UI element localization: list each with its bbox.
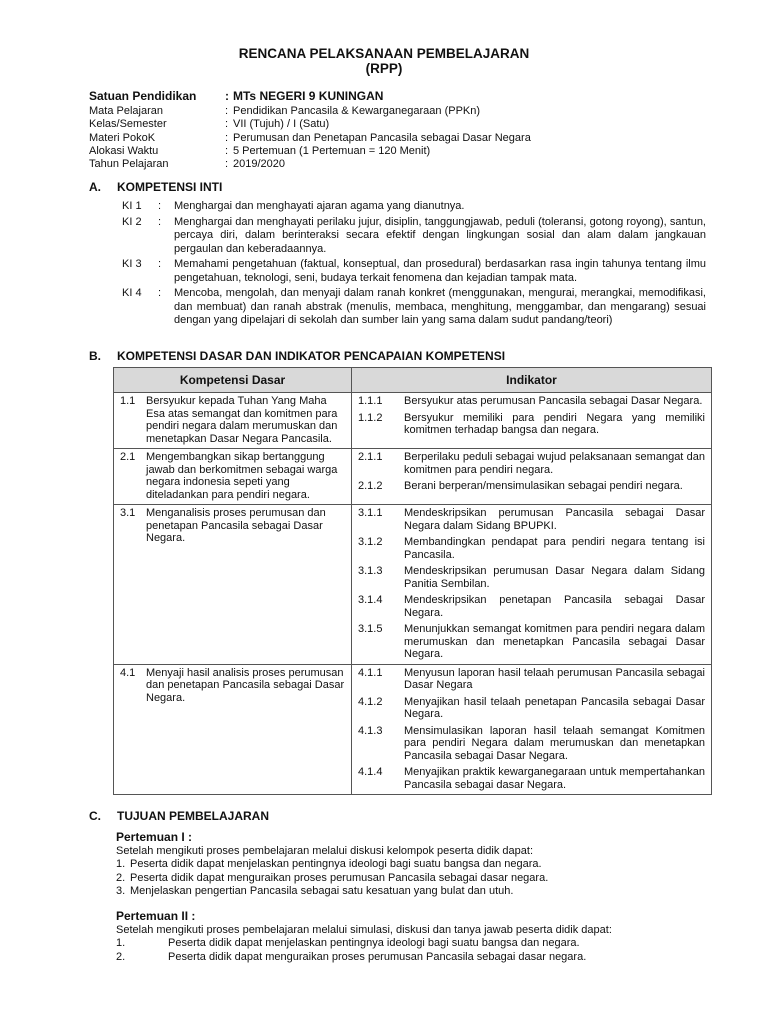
table-header-row (114, 368, 712, 393)
ki-text: Memahami pengetahuan (faktual, konseptual, dan prosedural) berdasarkan rasa ingin tahunya tentang ilmu pengetahuan, teknologi, seni, budaya terkait fenomena dan kejadian tampak mata. (174, 258, 706, 284)
identity-colon: : (225, 131, 229, 144)
section-title: KOMPETENSI INTI (117, 180, 223, 194)
indicator-cell (352, 449, 712, 505)
indicator-item (358, 451, 705, 476)
indicator-item (358, 594, 705, 619)
list-item (116, 858, 716, 872)
identity-row (89, 118, 709, 131)
item-text: Peserta didik dapat menjelaskan pentingnya ideologi bagi suatu bangsa dan negara. (130, 858, 542, 870)
ki-colon: : (158, 287, 162, 299)
indicator-item (358, 696, 705, 721)
table-row (114, 393, 712, 449)
identity-label: Kelas/Semester (89, 118, 167, 131)
indicator-number: 2.1.2 (358, 480, 383, 492)
list-item (116, 885, 716, 899)
kd-number: 1.1 (120, 395, 136, 407)
identity-row (89, 158, 709, 171)
table-row (114, 505, 712, 665)
table-row (114, 449, 712, 505)
kd-text: Menganalisis proses perumusan dan penetapan Pancasila sebagai Dasar Negara. (146, 507, 326, 544)
indicator-item (358, 623, 705, 661)
indicator-text: Menyajikan hasil telaah penetapan Pancasila sebagai Dasar Negara. (404, 695, 705, 720)
indicator-cell (352, 664, 712, 795)
ki-code: KI 1 (122, 200, 142, 212)
indicator-item (358, 412, 705, 437)
table-row (114, 664, 712, 795)
indicator-number: 3.1.3 (358, 565, 383, 577)
item-number: 2. (116, 950, 126, 963)
ki-code: KI 4 (122, 287, 142, 299)
identity-colon: : (225, 118, 229, 131)
indicator-number: 4.1.1 (358, 666, 383, 679)
list-item (122, 287, 706, 328)
item-text: Peserta didik dapat menjelaskan pentingnya ideologi bagi suatu bangsa dan negara. (168, 937, 580, 949)
identity-colon: : (225, 89, 229, 103)
indicator-number: 2.1.1 (358, 451, 383, 463)
ki-colon: : (158, 200, 162, 212)
document-title: RENCANA PELAKSANAAN PEMBELAJARAN (238, 46, 530, 61)
meeting-heading: Pertemuan II : (116, 909, 196, 923)
list-item (116, 872, 716, 886)
indicator-item (358, 507, 705, 532)
kd-number: 4.1 (120, 666, 136, 679)
kd-text: Mengembangkan sikap bertanggung jawab dan berkomitmen sebagai warga negara indonesia sepeti yang diteladankan para pendiri negara. (146, 451, 338, 501)
list-item (122, 200, 706, 214)
item-text: Menjelaskan pengertian Pancasila sebagai satu kesatuan yang bulat dan utuh. (130, 885, 514, 897)
identity-label: Mata Pelajaran (89, 105, 163, 117)
list-item (116, 937, 716, 951)
indicator-item (358, 565, 705, 590)
indicator-text: Membandingkan pendapat para pendiri negara tentang isi Pancasila. (404, 536, 705, 561)
indicator-number: 4.1.4 (358, 766, 383, 778)
indicator-number: 3.1.5 (358, 623, 383, 635)
kd-text: Menyaji hasil analisis proses perumusan dan penetapan Pancasila sebagai Dasar Negara. (146, 666, 345, 704)
ki-text: Menghargai dan menghayati perilaku jujur, disiplin, tanggungjawab, peduli (toleransi, gotong royong), santun, percaya diri, dalam berinteraksi secara efektif dengan lingkungan sosial dan alam dalam jangkauan pergaulan dan keberadaannya. (174, 215, 706, 255)
ki-text: Mencoba, mengolah, dan menyaji dalam ranah konkret (menggunakan, mengurai, merangkai, memodifikasi, dan membuat) dan ranah abstrak (menulis, membaca, menghitung, menggambar, dan mengarang) sesuai dengan yang dipelajari di sekolah dan sumber lain yang sama dalam sudut pandang/teori) (174, 287, 706, 326)
list-item (116, 951, 716, 965)
kd-cell (114, 505, 352, 665)
indicator-text: Bersyukur atas perumusan Pancasila sebagai Dasar Negara. (404, 395, 703, 407)
identity-value: Perumusan dan Penetapan Pancasila sebagai Dasar Negara (233, 131, 531, 144)
identity-colon: : (225, 158, 229, 171)
indicator-number: 4.1.3 (358, 724, 383, 737)
identity-colon: : (225, 105, 229, 117)
ki-colon: : (158, 258, 162, 270)
indicator-cell (352, 393, 712, 449)
section-number: B. (89, 349, 101, 363)
item-number: 1. (116, 858, 126, 870)
identity-label: Alokasi Waktu (89, 144, 159, 157)
identity-colon: : (225, 144, 229, 157)
kd-cell (114, 393, 352, 449)
list-item (122, 216, 706, 257)
list-item (122, 258, 706, 285)
identity-label: Satuan Pendidikan (89, 89, 197, 103)
indicator-text: Mensimulasikan laporan hasil telaah semangat Komitmen para pendiri Negara dalam merumuskan dan menetapkan Pancasila sebagai Dasar Negara. (404, 724, 705, 762)
indicator-number: 4.1.2 (358, 695, 383, 708)
column-header-indikator: Indikator (352, 368, 712, 393)
indicator-text: Menyusun laporan hasil telaah perumusan Pancasila sebagai Dasar Negara (404, 666, 705, 691)
identity-label: Tahun Pelajaran (89, 158, 169, 171)
meeting-2 (116, 910, 716, 964)
indicator-item (358, 725, 705, 763)
identity-label: Materi PokoK (89, 131, 156, 144)
ki-colon: : (158, 215, 162, 228)
competency-table (113, 367, 712, 795)
identity-row (89, 105, 709, 118)
indicator-text: Bersyukur memiliki para pendiri Negara yang memiliki komitmen terhadap bangsa dan negara. (404, 411, 705, 436)
meeting-heading: Pertemuan I : (116, 830, 193, 844)
identity-row (89, 90, 709, 105)
item-text: Peserta didik dapat menguraikan proses perumusan Pancasila sebagai dasar negara. (168, 950, 587, 963)
section-title: KOMPETENSI DASAR DAN INDIKATOR PENCAPAIAN KOMPETENSI (117, 349, 506, 363)
section-b-heading (89, 350, 505, 364)
identity-row (89, 145, 709, 158)
column-header-kd: Kompetensi Dasar (114, 368, 352, 393)
section-c-heading (89, 810, 269, 824)
indicator-text: Mendeskripsikan perumusan Dasar Negara dalam Sidang Panitia Sembilan. (404, 565, 705, 590)
indicator-item (358, 766, 705, 791)
indicator-number: 3.1.1 (358, 507, 383, 519)
identity-value: MTs NEGERI 9 KUNINGAN (233, 89, 384, 103)
indicator-item (358, 667, 705, 692)
meeting-intro: Setelah mengikuti proses pembelajaran melalui simulasi, diskusi dan tanya jawab peserta didik dapat: (116, 923, 612, 936)
indicator-number: 1.1.2 (358, 411, 383, 424)
indicator-text: Mendeskripsikan perumusan Pancasila sebagai Dasar Negara dalam Sidang BPUPKI. (404, 507, 705, 532)
kd-number: 3.1 (120, 507, 136, 519)
kd-cell (114, 664, 352, 795)
ki-text: Menghargai dan menghayati ajaran agama yang dianutnya. (174, 200, 465, 212)
item-number: 2. (116, 871, 126, 884)
kompetensi-inti-list (122, 200, 706, 330)
ki-code: KI 2 (122, 215, 142, 228)
indicator-item (358, 480, 705, 493)
section-title: TUJUAN PEMBELAJARAN (117, 809, 270, 823)
item-number: 1. (116, 937, 126, 949)
indicator-text: Berperilaku peduli sebagai wujud pelaksanaan semangat dan komitmen para pendiri negara. (404, 451, 705, 476)
indicator-number: 3.1.2 (358, 536, 383, 548)
indicator-text: Mendeskripsikan penetapan Pancasila sebagai Dasar Negara. (404, 594, 705, 619)
indicator-item (358, 536, 705, 561)
kd-text: Bersyukur kepada Tuhan Yang Maha Esa atas semangat dan komitmen para pendiri negara dalam merumuskan dan menetapkan Dasar Negara Pancasila. (146, 395, 338, 445)
identity-block (89, 90, 709, 171)
section-number: A. (89, 180, 101, 194)
indicator-text: Berani berperan/mensimulasikan sebagai pendiri negara. (404, 480, 683, 492)
identity-row (89, 132, 709, 145)
section-number: C. (89, 809, 101, 823)
indicator-text: Menunjukkan semangat komitmen para pendiri negara dalam merumuskan dan menetapkan Pancasila sebagai Dasar Negara. (404, 623, 705, 660)
indicator-number: 1.1.1 (358, 395, 383, 407)
kd-cell (114, 449, 352, 505)
identity-value: Pendidikan Pancasila & Kewarganegaraan (PPKn) (233, 105, 481, 117)
indicator-item (358, 395, 705, 408)
document-subtitle: (RPP) (365, 61, 403, 76)
meeting-1 (116, 831, 716, 899)
indicator-cell (352, 505, 712, 665)
identity-value: 2019/2020 (233, 158, 285, 171)
item-number: 3. (116, 885, 126, 897)
indicator-text: Menyajikan praktik kewarganegaraan untuk mempertahankan Pancasila sebagai dasar Negara. (404, 766, 705, 791)
indicator-number: 3.1.4 (358, 594, 383, 606)
identity-value: 5 Pertemuan (1 Pertemuan = 120 Menit) (233, 144, 431, 157)
meeting-intro: Setelah mengikuti proses pembelajaran melalui diskusi kelompok peserta didik dapat: (116, 844, 534, 857)
ki-code: KI 3 (122, 258, 142, 270)
identity-value: VII (Tujuh) / I (Satu) (233, 118, 330, 131)
kd-number: 2.1 (120, 451, 136, 463)
section-a-heading (89, 181, 222, 195)
item-text: Peserta didik dapat menguraikan proses perumusan Pancasila sebagai dasar negara. (130, 871, 549, 884)
